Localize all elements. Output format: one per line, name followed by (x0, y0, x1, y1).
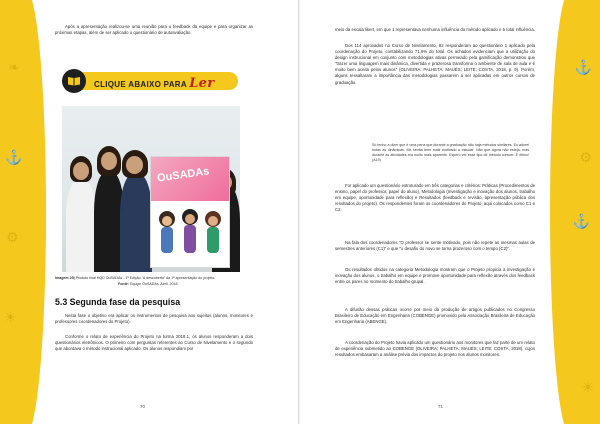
body-paragraph-2: Dos 114 aprovados no Curso de Nivelamento, 82 responderam ao questionário 1 aplicado pela coordenação do Projeto, contabilizando 71,9% do total. Os achados evidenciam que a utilização do design instrucional em conjunto com metodologias ativas permeado pela gamificação demonstrou que "trazer uma linguagem mais dinâmica, divertida e prazerosa transforma o ambiente de sala de aula e é muito bem aceita pelos alunos" (OLIVEIRA; PALHETA; MAUÉS; LEITE; COSTA, 2018, p. 9). Porém, alguns ressaltaram a importância das metodologias passarem a ser aplicadas em outros cursos de graduação. (335, 43, 535, 85)
gear-icon: ⚙ (6, 229, 19, 245)
book-icon (67, 76, 81, 86)
sun-icon: ☀ (4, 309, 17, 325)
body-paragraph-5: Os resultados obtidos na categoria Metodologia mostram que o Projeto propicia a investigação e inovação dos alunos, o trabalho em equipe e promove oportunidade para reflexão através dos feedback entre os pares no momento do trabalho grupal. (335, 267, 535, 285)
person-1-face (73, 162, 89, 180)
body-paragraph-3: For aplicado um questionário estruturado em três categorias e critérios: Práticas (Procedimentos de ensino, papel do professor, papel do aluno), Metodologia (Investigação e inovação dos alunos, trabalho em equipe, oportunidade para reflexão) e Resultados (feedback e revisão, apresentação pública dos resultados do projeto). Os respondentes foram os coordenadores do Projeto, aqui colocados como C1 e C2. (335, 183, 535, 213)
body-paragraph-4: Na fala dos coordenadores "O professor se sente motivado, pois não repete as mesmas aulas de semestres anteriores (C1)" e que "o desafio do novo se torna prazeroso com o tempo (C2)". (335, 240, 535, 252)
body-paragraph-7: A coordenação do Projeto havia aplicado um questionário aos monitores que faz parte de um relato de experiência submetido ao COBENGE (OLIVEIRA; PALHETA; MAUÉS; LEITE; COSTA, 2018), cujos resultados embasaram a análise prévia dos impactos do projeto nos alunos monitores. (335, 340, 535, 358)
body-paragraph-2: Conforme o relato de experiência do Projeto na turma 2018.1, os alunos responderam a dois questionários eletrônicos. O primeiro com perguntas referentes ao Curso de Nivelamento e o segundo que abordava o método instrucional aplicado. Os alunos respondiam por (55, 334, 253, 352)
person-3 (120, 174, 152, 272)
photo-caption (55, 276, 255, 281)
sun-icon: ☀ (581, 379, 594, 395)
person-1 (66, 180, 96, 272)
section-heading: 5.3 Segunda fase da pesquisa (55, 297, 181, 307)
comic-banner (150, 156, 230, 268)
photo-caption-text: Produto final HQD OuSADAs - 1ª Edição "A descoberta" da 1ª apresentação do projeto. (75, 276, 216, 280)
body-paragraph-1: meio da escala likert, em que 1 representava nenhuma influência do método aplicado e 5 total influência. (335, 27, 535, 32)
read-more-icon-circle (62, 69, 86, 93)
comic-banner-title: OuSADAs (156, 165, 211, 185)
intro-paragraph: Após a apresentação realizou-se uma reunião para o feedback da equipe e para organizar as próximas etapas, além de ser aplicado o questionário de autoavaliação. (55, 24, 253, 36)
photo-source-label: Fonte: (118, 282, 129, 286)
read-more-label-emphasis: Ler (189, 76, 215, 91)
comic-characters (155, 205, 225, 263)
read-more-label-text: CLIQUE ABAIXO PARA (94, 80, 187, 89)
leaf-icon: ❧ (8, 59, 20, 75)
page-number-right: 71 (438, 404, 444, 409)
block-quote: Só tenho a dizer que é uma pena que durante a graduação não haja métodos similares. Eu adorei todas as dinâmicas. Me sentia bem mais motivado a estudar. Não que agora não esteja, mas durante as atividades era muito mais aparente. Espero ver esse tipo de método crescer. É ótimo! (A19) (372, 143, 529, 162)
person-3-face (126, 156, 143, 174)
read-more-label (94, 76, 214, 91)
body-paragraph-1: Nesta fase o objetivo era aplicar os instrumentos de pesquisa aos sujeitos (alunos, monitores e professores coordenadores do Projeto). (55, 313, 253, 325)
group-photo (62, 106, 240, 272)
anchor-icon: ⚓ (5, 149, 23, 165)
anchor-icon: ⚓ (572, 213, 590, 229)
photo-source (118, 282, 238, 287)
person-2-face (101, 152, 117, 170)
comic-banner-header (151, 157, 229, 201)
photo-caption-label: Imagem 25| (55, 276, 75, 280)
right-page (300, 0, 600, 424)
anchor-icon: ⚓ (574, 59, 592, 75)
gear-icon: ⚙ (579, 149, 592, 165)
body-paragraph-6: A difusão dessas práticas ocorre por meio da produção de artigos publicados no Congresso Brasileiro de Educação em Engenharia (COBENGE) promovido pela Associação Brasileira de Educação em Engenharia (ABENGE). (335, 307, 535, 325)
photo-source-text: Equipe OuSADAs. Abril, 2018. (129, 282, 179, 286)
page-number-left: 70 (140, 404, 146, 409)
read-more-button[interactable] (62, 69, 242, 93)
